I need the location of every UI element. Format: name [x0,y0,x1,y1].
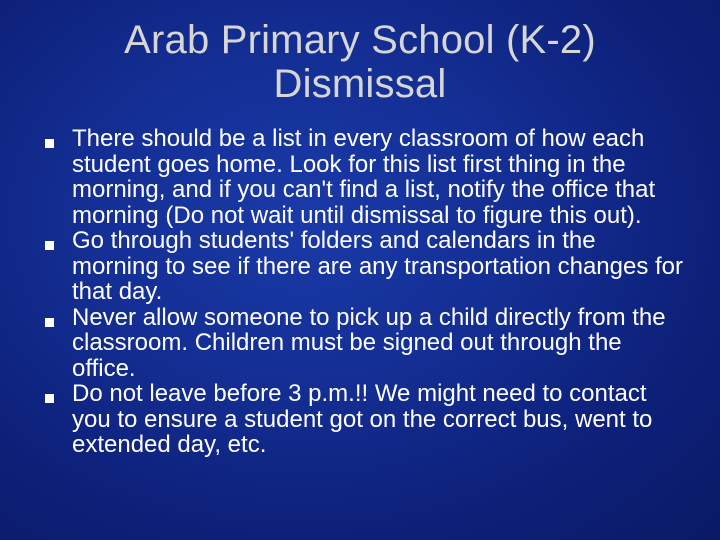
title-line-2: Dismissal [273,62,447,106]
bullet-item [44,126,684,228]
bullet-text: Never allow someone to pick up a child directly from the classroom. Children must be signed out through the office. [72,303,666,382]
square-bullet-icon [44,228,72,254]
bullet-list [44,126,684,458]
bullet-text: Do not leave before 3 p.m.!! We might need to contact you to ensure a student got on the correct bus, went to extended day, etc. [72,380,653,458]
square-bullet-icon [44,126,72,152]
bullet-item [44,381,684,458]
slide-title [40,18,680,106]
bullet-item [44,305,684,382]
bullet-item [44,228,684,305]
bullet-text: There should be a list in every classroom of how each student goes home. Look for this list first thing in the morning, and if you can't find a list, notify the office that morning (Do not wait until dismissal to figure this out). [72,125,656,229]
title-line-1: Arab Primary School (K-2) [124,18,596,62]
square-bullet-icon [44,381,72,407]
square-bullet-icon [44,305,72,331]
bullet-text: Go through students' folders and calendars in the morning to see if there are any transportation changes for that day. [72,227,684,305]
